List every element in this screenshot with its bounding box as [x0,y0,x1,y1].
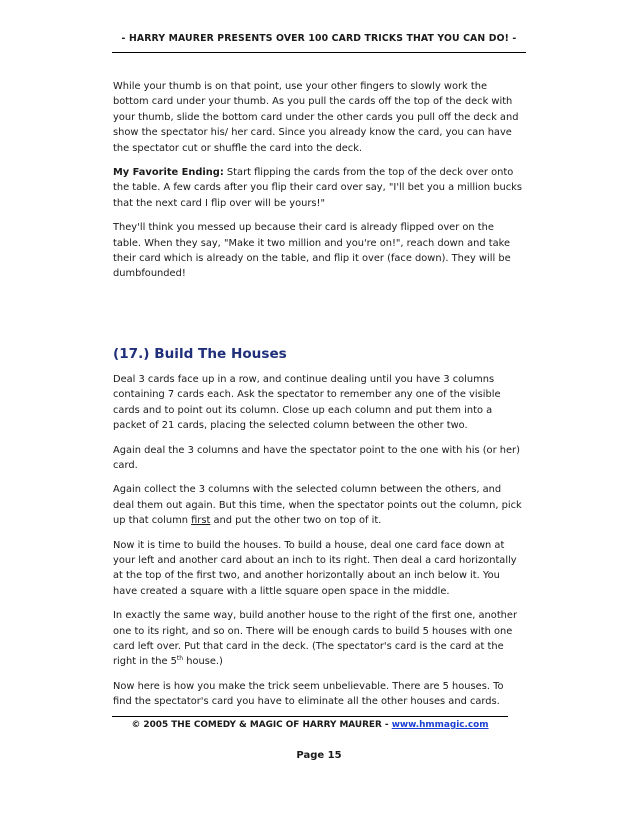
copyright-text: © 2005 THE COMEDY & MAGIC OF HARRY MAURER - [131,720,392,730]
website-link[interactable]: www.hmmagic.com [391,720,489,730]
paragraph [113,482,523,528]
page-header: - HARRY MAURER PRESENTS OVER 100 CARD TRICKS THAT YOU CAN DO! - [121,33,517,44]
text-run: house.) [183,656,223,668]
footer-divider [112,716,508,717]
page-content [113,79,523,719]
section-heading: (17.) Build The Houses [113,345,287,362]
text-run: and put the other two on top of it. [210,515,382,527]
paragraph: Deal 3 cards face up in a row, and continue dealing until you have 3 columns containing 7 cards each. Ask the spectator to remember any one of the visible cards and to point out its column. Close up each column and put them into a packet of 21 cards, placing the selected column between the other two. [113,373,501,432]
paragraph: Now it is time to build the houses. To build a house, deal one card face down at your left and another card about an inch to its right. Then deal a card horizontally at the top of the first two, and another horizontally about an inch below it. You have created a square with a little square open space in the middle. [113,539,517,597]
paragraph-favorite-ending [113,165,523,211]
page-number: Page 15 [296,750,342,761]
section-spacer [113,291,523,345]
text-run: Again collect the 3 columns with the selected column between the others, and deal them out again. But this time, when the spectator points out the column, pick up that column [113,484,522,527]
page-footer [112,720,508,730]
superscript: th [176,655,184,663]
text-run: In exactly the same way, build another house to the right of the first one, another one to its right, and so on. There will be enough cards to build 5 houses with one card left over. Put that card in the deck. (The spectator's card is the card at the right in the 5 [113,610,518,668]
favorite-ending-text: Start flipping the cards from the top of the deck over onto the table. A few cards after you flip their card over say, "I'll bet you a million bucks that the next card I flip over will be yours!" [113,167,522,209]
underlined-word: first [191,515,211,527]
paragraph: While your thumb is on that point, use your other fingers to slowly work the bottom card under your thumb. As you pull the cards off the top of the deck with your thumb, slide the bottom card under the other cards you pull off the deck and show the spectator his/ her card. Since you already know the card, you can have the spectator cut or shuffle the card into the deck. [113,81,519,154]
favorite-ending-label: My Favorite Ending: [113,167,224,179]
paragraph: Again deal the 3 columns and have the spectator point to the one with his (or her) card. [113,444,520,471]
paragraph: Now here is how you make the trick seem unbelievable. There are 5 houses. To find the spectator's card you have to eliminate all the other houses and cards. [113,680,504,708]
header-divider [112,52,526,53]
paragraph: They'll think you messed up because their card is already flipped over on the table. When they say, "Make it two million and you're on!", reach down and take their card which is already on the table, and flip it over (face down). They will be dumbfounded! [113,222,511,280]
paragraph [113,608,523,670]
